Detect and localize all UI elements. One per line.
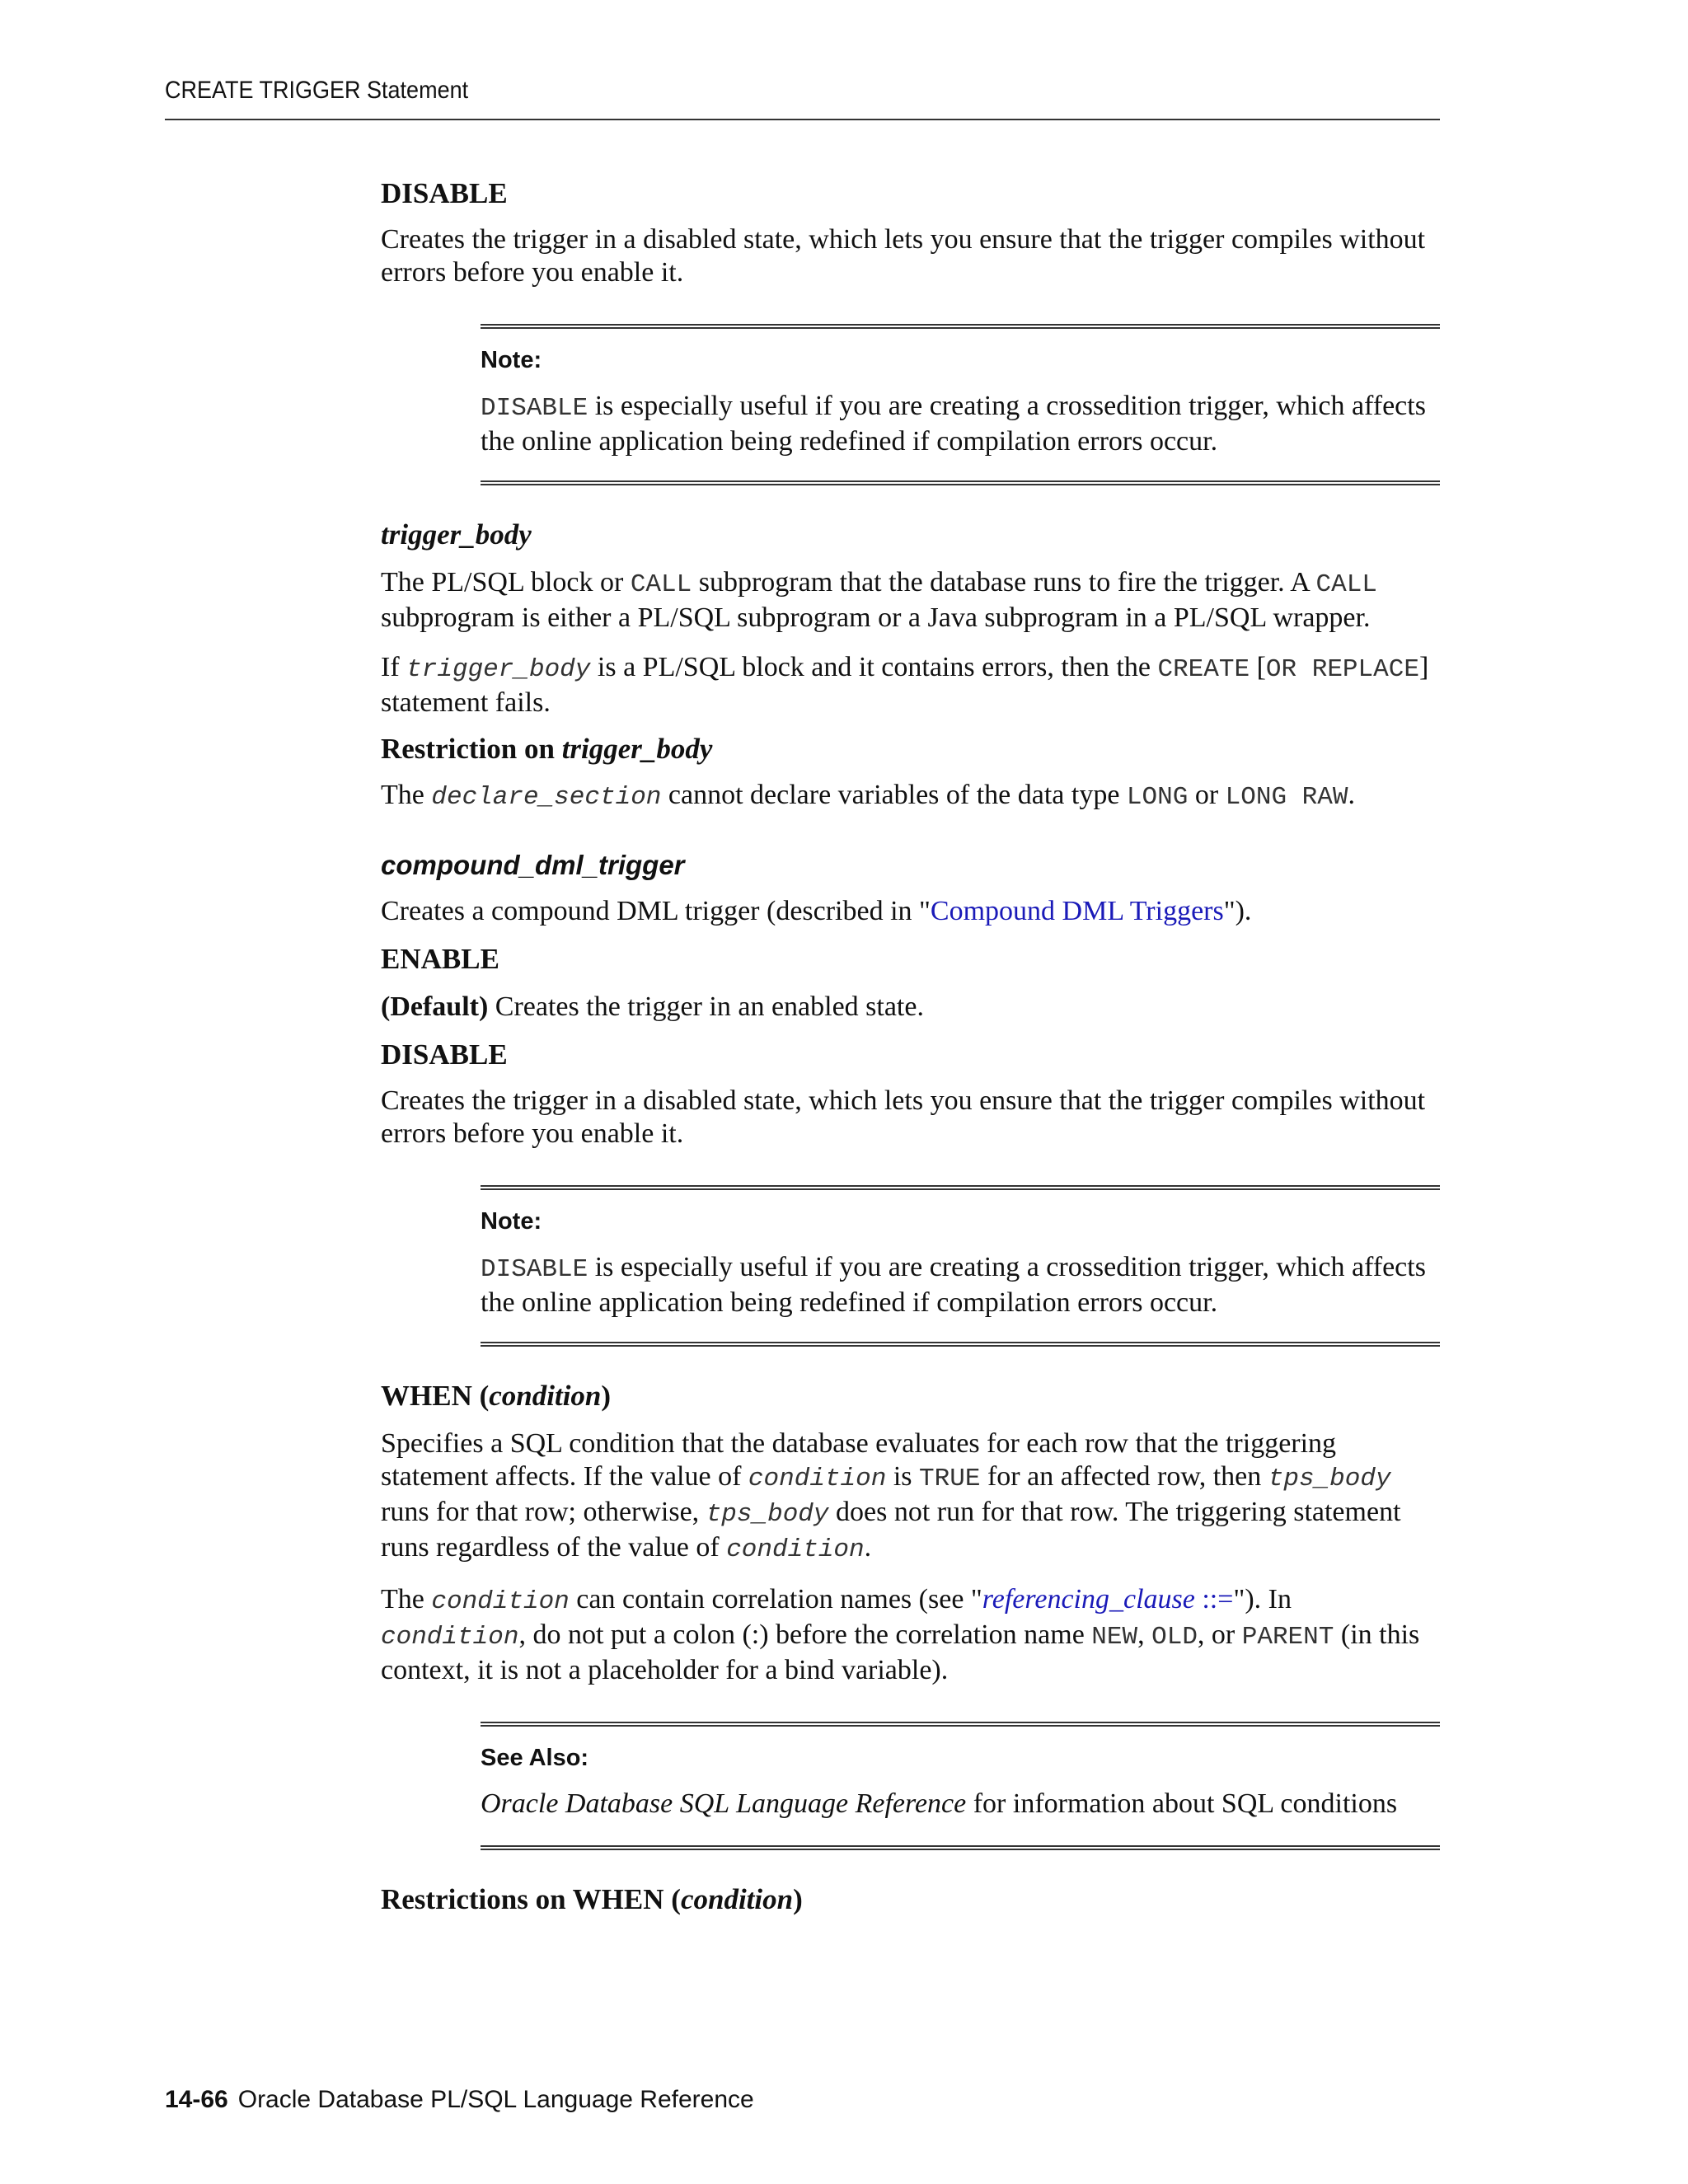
main-content [381,176,1440,1918]
when-desc: Specifies a SQL condition that the database evaluates for each row that the triggering statement affects. If the value of condition is TRUE for an affected row, then tps_body runs for that row; otherwise, tps_body does not run for that row. The triggering statement runs regardless of the value of condition. [381,1428,1401,1564]
note-title: Note: [481,347,542,373]
enable-desc: (Default) Creates the trigger in an enabled state. [381,991,924,1022]
footer-title: Oracle Database PL/SQL Language Reference [237,2086,754,2113]
disable-description: Creates the trigger in a disabled state, which lets you ensure that the trigger compiles without errors before you enable it. [381,224,1426,288]
compound-dml-triggers-link[interactable]: Compound DML Triggers [930,896,1224,926]
page-number: 14-66 [165,2086,228,2113]
see-also-box [481,1722,1440,1850]
referencing-clause-link[interactable]: referencing_clause ::= [982,1584,1234,1615]
compound-desc: Creates a compound DML trigger (described in "Compound DML Triggers"). [381,896,1252,926]
trigger-body-errors: If trigger_body is a PL/SQL block and it contains errors, then the CREATE [OR REPLACE] statement fails. [381,652,1429,718]
disable-heading: DISABLE [381,177,508,209]
note-text: DISABLE is especially useful if you are creating a crossedition trigger, which affects the online application being redefined if compilation errors occur. [481,391,1426,457]
code-disable-2: DISABLE [481,1255,588,1284]
trigger-body-heading: trigger_body [381,518,532,551]
trigger-body-desc: The PL/SQL block or CALL subprogram that the database runs to fire the trigger. A CALL subprogram is either a PL/SQL subprogram or a Java subprogram in a PL/SQL wrapper. [381,567,1377,633]
compound-heading: compound_dml_trigger [381,850,685,880]
note-text-2: DISABLE is especially useful if you are creating a crossedition trigger, which affects the online application being redefined if compilation errors occur. [481,1252,1426,1318]
when-heading: WHEN (condition) [381,1380,612,1412]
header-title: CREATE TRIGGER Statement [165,77,469,104]
page-header [165,73,1440,120]
restriction-text: The declare_section cannot declare variables of the data type LONG or LONG RAW. [381,780,1355,812]
restriction-heading: Restriction on trigger_body [381,733,713,765]
see-also-text: Oracle Database SQL Language Reference for information about SQL conditions [481,1788,1398,1819]
page-footer [165,2083,754,2116]
see-also-title: See Also: [481,1745,589,1771]
note-title-2: Note: [481,1208,542,1235]
restrictions-when-heading: Restrictions on WHEN (condition) [381,1883,803,1915]
note-box [481,324,1440,485]
disable-heading-2: DISABLE [381,1038,508,1071]
when-correlation: The condition can contain correlation names (see "referencing_clause ::="). In condition, do not put a colon (:) before the correlation name NEW, OLD, or PARENT (in this context, it is not a placeholder for a bind variable). [381,1584,1420,1685]
note-box-2 [481,1185,1440,1347]
disable-description-2: Creates the trigger in a disabled state, which lets you ensure that the trigger compiles without errors before you enable it. [381,1085,1426,1149]
enable-heading: ENABLE [381,943,499,975]
code-disable: DISABLE [481,394,588,423]
